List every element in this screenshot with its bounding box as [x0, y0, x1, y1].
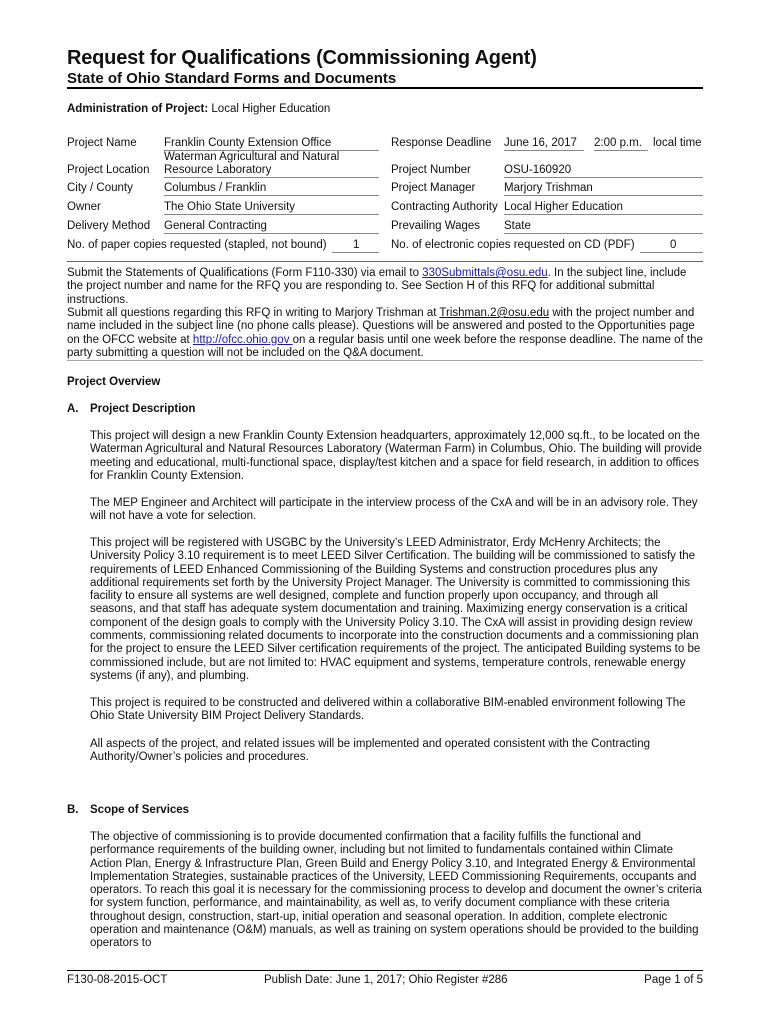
section-a-paragraph-2: The MEP Engineer and Architect will participate in the interview process of the CxA and will be in an advisory role. They will not have a vote for selection. — [90, 497, 698, 523]
city-county-value: Columbus / Franklin — [164, 182, 267, 194]
project-manager-underline — [504, 195, 703, 196]
prevailing-wages-label: Prevailing Wages — [391, 220, 481, 232]
section-a-paragraph-3: This project will be registered with USGBC by the University’s LEED Administrator, Erdy McHenry Architects; the University Policy 3.10 requirement is to meet LEED Silver Certification. The building will be commissioned to satisfy the requirements of LEED Enhanced Commissioning of the Building Systems and construction procedures plus any additional requirements set forth by the University Project Manager. The University is committed to commissioning this facility to ensure all systems are well designed, complete and function properly upon occupancy, and through all seasons, and that staff has adequate system documentation and training. Maximizing energy conservation is a critical component of the design goals to comply with the University Policy 3.10. The CxA will assist in providing design review comments, commissioning related documents to incorporate into the construction documents and a commissioning plan for the project to ensure the LEED Silver certification requirements of the project. The anticipated Building systems to be commissioned include, but are not limited to: HVAC equipment and systems, temperature controls, renewable energy systems (if any), and plumbing. — [90, 537, 701, 682]
paper-copies-label: No. of paper copies requested (stapled, not bound) — [67, 239, 327, 251]
response-deadline-time: 2:00 p.m. — [594, 137, 642, 149]
questions-text-cont: with the project number and name included in the subject line (no phone calls please). Questions will be answered and posted to the Opportunities page on the OFCC website at — [67, 307, 695, 346]
response-deadline-date-underline — [504, 150, 584, 151]
administration-label: Administration of Project: — [67, 103, 209, 115]
response-deadline-suffix: local time — [653, 137, 702, 149]
document-subtitle: State of Ohio Standard Forms and Documents — [67, 70, 397, 87]
response-deadline-time-underline — [594, 150, 648, 151]
footer-form-id: F130-08-2015-OCT — [67, 974, 168, 986]
questions-text: Submit all questions regarding this RFQ in writing to Marjory Trishman at — [67, 307, 440, 319]
administration-line — [67, 103, 330, 116]
questions-divider — [67, 360, 703, 361]
electronic-copies-value: 0 — [670, 239, 677, 251]
contracting-authority-label: Contracting Authority — [391, 201, 498, 213]
section-a-paragraph-4: This project is required to be constructed and delivered within a collaborative BIM-enabled environment following The Ohio State University BIM Project Delivery Standards. — [90, 697, 686, 723]
contracting-authority-value: Local Higher Education — [504, 201, 623, 213]
owner-value: The Ohio State University — [164, 201, 296, 213]
project-location-label: Project Location — [67, 164, 150, 176]
administration-value: Local Higher Education — [211, 103, 331, 115]
section-b-heading: Scope of Services — [90, 804, 190, 816]
questions-paragraph — [67, 307, 703, 360]
project-name-value-line1: Franklin County Extension Office — [164, 137, 332, 149]
section-b-letter: B. — [67, 804, 79, 816]
section-b-paragraph-1: The objective of commissioning is to provide documented confirmation that a facility fulfills the functional and performance requirements of the building owner, including but not limited to fundamentals contained within Climate Action Plan, Energy & Infrastructure Plan, Green Build and Energy Policy 3.10, and Integrated Energy & Environmental Implementation Strategies, sustainable practices of the University, LEED Commissioning Requirements, occupants and operators. To reach this goal it is necessary for the commissioning process to develop and document the owner’s criteria for system function, performance, and maintainability, as well as, to verify document compliance with these criteria throughout design, construction, start-up, initial operation and seasonal operation. In addition, complete electronic operation and maintenance (O&M) manuals, as well as training on system operations should be provided to the building operators to — [90, 831, 702, 950]
electronic-copies-underline — [640, 252, 703, 253]
section-a-letter: A. — [67, 403, 79, 415]
project-number-label: Project Number — [391, 164, 471, 176]
owner-underline — [164, 214, 379, 215]
project-overview-heading: Project Overview — [67, 376, 161, 388]
project-number-value: OSU-160920 — [504, 164, 572, 176]
project-manager-label: Project Manager — [391, 182, 476, 194]
response-deadline-date: June 16, 2017 — [504, 137, 577, 149]
prevailing-wages-underline — [504, 233, 703, 234]
section-a-heading: Project Description — [90, 403, 196, 415]
city-county-underline — [164, 195, 379, 196]
title-divider — [67, 87, 703, 89]
response-deadline-label: Response Deadline — [391, 137, 492, 149]
project-name-label: Project Name — [67, 137, 137, 149]
section-a-paragraph-5: All aspects of the project, and related issues will be implemented and operated consistent with the Contracting Authority/Owner’s policies and procedures. — [90, 738, 650, 764]
project-name-value-line2: Waterman Agricultural and Natural — [164, 151, 340, 163]
project-manager-value: Marjory Trishman — [504, 182, 593, 194]
document-title: Request for Qualifications (Commissioning Agent) — [67, 47, 537, 69]
delivery-method-underline — [164, 233, 379, 234]
footer-page-number: Page 1 of 5 — [644, 974, 703, 986]
project-number-underline — [504, 177, 703, 178]
project-location-underline — [164, 177, 379, 178]
prevailing-wages-value: State — [504, 220, 531, 232]
paper-copies-underline — [332, 252, 379, 253]
submission-text: Submit the Statements of Qualifications (Form F110-330) via email to — [67, 267, 423, 279]
submission-text-cont: . In the subject line, include the project number and name for the RFQ you are responding to. See Section H of this RFQ for additional submittal instructions. — [67, 267, 687, 306]
delivery-method-label: Delivery Method — [67, 220, 151, 232]
footer-divider — [67, 970, 703, 971]
submission-paragraph — [67, 267, 703, 307]
footer-publish-date: Publish Date: June 1, 2017; Ohio Register #286 — [264, 974, 508, 986]
paper-copies-value: 1 — [353, 239, 360, 251]
delivery-method-value: General Contracting — [164, 220, 267, 232]
electronic-copies-label: No. of electronic copies requested on CD (PDF) — [391, 239, 635, 251]
submittal-email-link[interactable]: 330Submittals@osu.edu — [422, 267, 548, 279]
pm-email-link[interactable]: Trishman.2@osu.edu — [439, 307, 550, 319]
questions-text-end: on a regular basis until one week before the response deadline. The name of the party submitting a question will not be included on the Q&A document. — [67, 333, 703, 359]
section-divider — [67, 261, 703, 262]
contracting-authority-underline — [504, 214, 703, 215]
ofcc-website-link[interactable]: http://ofcc.ohio.gov — [192, 333, 293, 346]
city-county-label: City / County — [67, 182, 133, 194]
section-a-paragraph-1: This project will design a new Franklin County Extension headquarters, approximately 12,000 sq.ft., to be located on the Waterman Agricultural and Natural Resources Laboratory (Waterman Farm) in Columbus, Ohio. The building will provide meeting and educational, multi-functional space, display/test kitchen and a space for field research, in addition to offices for Franklin County Extension. — [90, 430, 702, 482]
owner-label: Owner — [67, 201, 101, 213]
project-name-value-line3: Resource Laboratory — [164, 164, 272, 176]
